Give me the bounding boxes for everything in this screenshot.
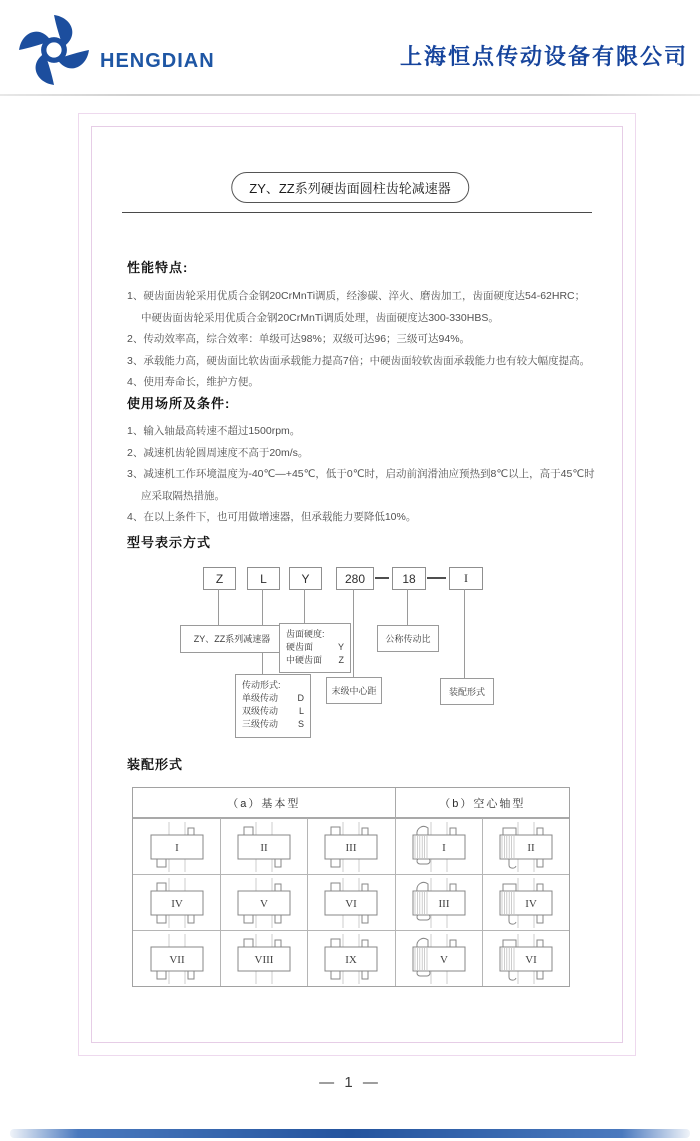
assembly-cell-ii — [482, 818, 569, 874]
code-box-title: 齿面硬度: — [286, 629, 325, 639]
svg-text:IX: IX — [345, 953, 358, 966]
text-line: 4、在以上条件下，也可用做增速器，但承载能力要降低10%。 — [127, 511, 417, 523]
assembly-cell-vi — [307, 874, 394, 930]
connector-line — [218, 589, 219, 625]
code-box-row: 双级传动 L — [242, 706, 304, 716]
connector-line — [407, 589, 408, 625]
code-box-hardness: Y — [289, 567, 322, 590]
code-box-drive: L — [247, 567, 280, 590]
code-box-assembly: I — [449, 567, 483, 590]
company-name: 上海恒点传动设备有限公司 — [399, 44, 688, 69]
svg-text:VII: VII — [168, 953, 185, 966]
text-line: 2、减速机齿轮圆周速度不高于20m/s。 — [127, 446, 309, 459]
assembly-cell-iv — [133, 874, 220, 930]
dash-separator — [375, 577, 389, 579]
text-line: 2、传动效率高，综合效率：单级可达98%；双级可达96；三级可达94%。 — [127, 333, 471, 345]
header-divider — [0, 94, 700, 96]
label-assembly: 装配形式 — [440, 678, 494, 705]
code-box-ratio: 18 — [392, 567, 426, 590]
label-ratio: 公称传动比 — [377, 625, 439, 652]
assembly-header-hollow: （b）空心轴型 — [395, 788, 569, 818]
page-number: — 1 — — [319, 1074, 381, 1091]
label-series: ZY、ZZ系列减速器 — [180, 625, 284, 653]
text-line: 3、承载能力高，硬齿面比软齿面承载能力提高7倍；中硬齿面较软齿面承载能力也有较大幅度提高。 — [127, 354, 591, 367]
label-hardness — [279, 623, 351, 673]
assembly-cell-ii — [220, 818, 307, 874]
assembly-cell-iii — [395, 874, 482, 930]
code-box-row: 三级传动 S — [242, 719, 304, 729]
code-box-row: 单级传动 D — [242, 693, 304, 703]
text-line: 应采取隔热措施。 — [141, 489, 225, 502]
footer-bar — [10, 1129, 690, 1138]
connector-line — [304, 589, 305, 623]
assembly-heading: 装配形式 — [127, 757, 184, 772]
text-line: 中硬齿面齿轮采用优质合金钢20CrMnTi调质处理，齿面硬度达300-330HBS。 — [141, 311, 499, 324]
usage-heading: 使用场所及条件: — [127, 396, 231, 411]
dash-separator — [427, 577, 446, 579]
assembly-header-basic: （a）基本型 — [133, 788, 395, 818]
svg-text:IV: IV — [170, 897, 183, 910]
assembly-table — [132, 787, 570, 987]
assembly-cell-v — [220, 874, 307, 930]
text-line: 3、减速机工作环境温度为-40℃—+45℃，低于0℃时，启动前润滑油应预热到8℃以上，高于45℃时 — [127, 468, 595, 480]
label-center-distance: 末级中心距 — [326, 677, 382, 704]
svg-text:I: I — [174, 841, 179, 854]
assembly-cell-v — [395, 930, 482, 986]
usage-list — [127, 421, 595, 529]
svg-text:V: V — [260, 897, 269, 910]
code-box-row: 中硬齿面 Z — [286, 655, 344, 665]
company-logo-icon — [16, 12, 92, 88]
code-box-series: Z — [203, 567, 236, 590]
code-box-center: 280 — [336, 567, 374, 590]
label-drive — [235, 674, 311, 738]
text-line: 1、输入轴最高转速不超过1500rpm。 — [127, 425, 301, 437]
features-heading: 性能特点: — [127, 260, 189, 275]
svg-text:II: II — [260, 841, 268, 854]
assembly-cell-i — [133, 818, 220, 874]
code-box-title: 传动形式: — [242, 680, 281, 690]
svg-text:VIII: VIII — [254, 953, 274, 966]
assembly-cell-ix — [307, 930, 394, 986]
assembly-cell-viii — [220, 930, 307, 986]
svg-text:III: III — [345, 841, 357, 854]
title-rule — [122, 212, 592, 213]
svg-text:II: II — [527, 841, 535, 854]
assembly-cell-vi — [482, 930, 569, 986]
svg-text:IV: IV — [525, 897, 537, 910]
connector-line — [464, 589, 465, 678]
text-line: 4、使用寿命长，维护方便。 — [127, 376, 259, 388]
code-box-row: 硬齿面 Y — [286, 642, 344, 652]
assembly-cell-vii — [133, 930, 220, 986]
brand-text: HENGDIAN — [100, 50, 215, 72]
svg-text:V: V — [439, 953, 448, 966]
page-title: ZY、ZZ系列硬齿面圆柱齿轮减速器 — [231, 172, 469, 203]
svg-text:VI: VI — [525, 953, 537, 966]
text-line: 1、硬齿面齿轮采用优质合金钢20CrMnTi调质，经渗碳、淬火、磨齿加工，齿面硬度达54-62HRC； — [127, 290, 586, 302]
assembly-cell-iii — [307, 818, 394, 874]
model-heading: 型号表示方式 — [127, 535, 212, 550]
svg-text:III: III — [438, 897, 450, 910]
assembly-cell-iv — [482, 874, 569, 930]
svg-text:I: I — [441, 841, 446, 854]
features-list — [127, 286, 591, 394]
assembly-cell-i — [395, 818, 482, 874]
svg-text:VI: VI — [345, 897, 358, 910]
connector-line — [353, 589, 354, 677]
